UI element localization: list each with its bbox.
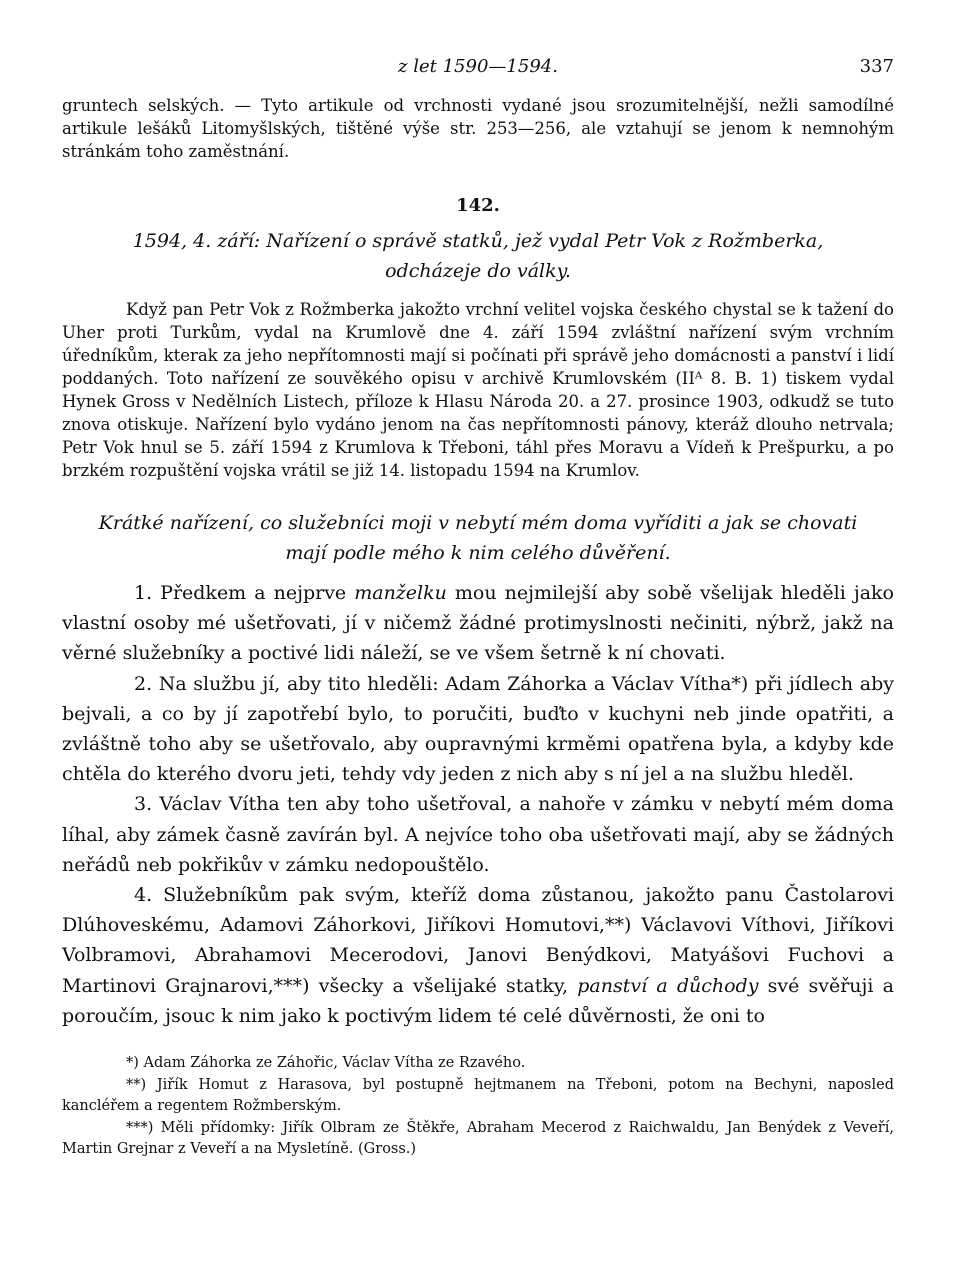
document-heading — [62, 226, 894, 286]
paragraph-text: 1. Předkem a nejprve — [134, 582, 355, 604]
text-title-line: mají podle mého k nim celého důvěření. — [285, 542, 671, 564]
text-title — [62, 508, 894, 568]
intro-paragraph: gruntech selských. — Tyto artikule od vrchnosti vydané jsou srozumitelnější, nežli samodílné artikule lešáků Litomyšlských, tištěné výše str. 253—256, ale vztahují se jenom k nemnohým stránkám toho zaměstnání. — [62, 96, 894, 161]
numbered-paragraph — [62, 880, 894, 1031]
body-text — [62, 578, 894, 1031]
emphasized-text: manželku — [354, 582, 447, 604]
footnote: **) Jiřík Homut z Harasova, byl postupně hejtmanem na Třeboni, potom na Bechyni, naposled kancléřem a regentem Rožmberským. — [62, 1076, 894, 1115]
emphasized-text: panství a důchody — [577, 974, 759, 997]
document-number: 142. — [456, 195, 500, 216]
document-heading-line: odcházeje do války. — [385, 260, 571, 282]
paragraph-text: 4. Služebníkům pak svým, kteříž doma zůstanou, jakožto panu Častolarovi Dlúhoveskému, Adamovi Záhorkovi, Jiříkovi Homutovi,**) Václavovi Víthovi, Jiříkovi Volbramovi, Abrahamovi Mecerodovi, Janovi Benýdkovi, Matyášovi Fuchovi a Martinovi Grajnarovi,***) všecky a všelijaké statky, — [62, 884, 894, 997]
paragraph-text: 3. Václav Vítha ten aby toho ušetřoval, a nahoře v zámku v nebytí mém doma líhal, aby zámek časně zavírán byl. A nejvíce toho oba ušetřovati mají, aby se žádných neřádů neb pokřikův v zámku nedopouštělo. — [62, 793, 894, 876]
paragraph-text: své svěřuji a poroučím, jsouc k nim jako k poctivým lidem té celé důvěrnosti, že oni to — [62, 974, 894, 1027]
book-page — [62, 56, 894, 1161]
running-title: z let 1590—1594. — [398, 56, 558, 77]
paragraph-text: mou nejmilejší aby sobě všelijak hleděli jako vlastní osoby mé ušetřovati, jí v ničemž žádné protimyslnosti nečiniti, nýbrž, jakž na věrné služebníky a poctivé lidi náleží, se ve všem šetrně k ní chovati. — [62, 582, 894, 665]
numbered-paragraph — [62, 789, 894, 880]
paragraph-text: 2. Na službu jí, aby tito hleděli: Adam Záhorka a Václav Vítha*) při jídlech aby bejvali, a co by jí zapotřebí bylo, to poručiti, buďto v kuchyni neb jinde opatřiti, a zvláštně toho aby se ušetřovalo, aby oupravnými krměmi opatřena byla, a kdyby kde chtěla do kterého dvoru jeti, tehdy vdy jeden z nich aby s ní jel a na službu hleděl. — [62, 672, 894, 786]
text-title-line: Krátké nařízení, co služebníci moji v nebytí mém doma vyříditi a jak se chovati — [98, 512, 858, 534]
page-header — [62, 56, 894, 86]
numbered-paragraph — [62, 669, 894, 790]
footnote: ***) Měli přídomky: Jiřík Olbram ze Štěkře, Abraham Mecerod z Raichwaldu, Jan Benýdek z Veveří, Martin Grejnar z Veveří a na Mysletíně. (Gross.) — [62, 1119, 894, 1158]
document-heading-line: 1594, 4. září: Nařízení o správě statků, jež vydal Petr Vok z Rožmberka, — [132, 230, 824, 252]
numbered-paragraph — [62, 578, 894, 669]
footnotes — [62, 1053, 894, 1161]
page-number: 337 — [859, 56, 894, 77]
footnote: *) Adam Záhorka ze Záhořic, Václav Vítha ze Rzavého. — [126, 1055, 526, 1072]
editorial-headnote: Když pan Petr Vok z Rožmberka jakožto vrchní velitel vojska českého chystal se k tažení do Uher proti Turkům, vydal na Krumlově dne 4. září 1594 zvláštní nařízení svým vrchním úředníkům, kterak za jeho nepřítomnosti mají si počínati při správě jeho domácnosti a panství i lidí poddaných. Toto nařízení ze souvěkého opisu v archivě Krumlovském (IIᴬ 8. B. 1) tiskem vydal Hynek Gross v Nedělních Listech, příloze k Hlasu Národa 20. a 27. prosince 1903, odkudž se tuto znova otiskuje. Nařízení bylo vydáno jenom na čas nepřítomnosti pánovy, kteráž dlouho netrvala; Petr Vok hnul se 5. září 1594 z Krumlova k Třeboni, táhl přes Moravu a Vídeň k Prešpurku, a po brzkém rozpuštění vojska vrátil se již 14. listopadu 1594 na Krumlov. — [62, 300, 894, 480]
